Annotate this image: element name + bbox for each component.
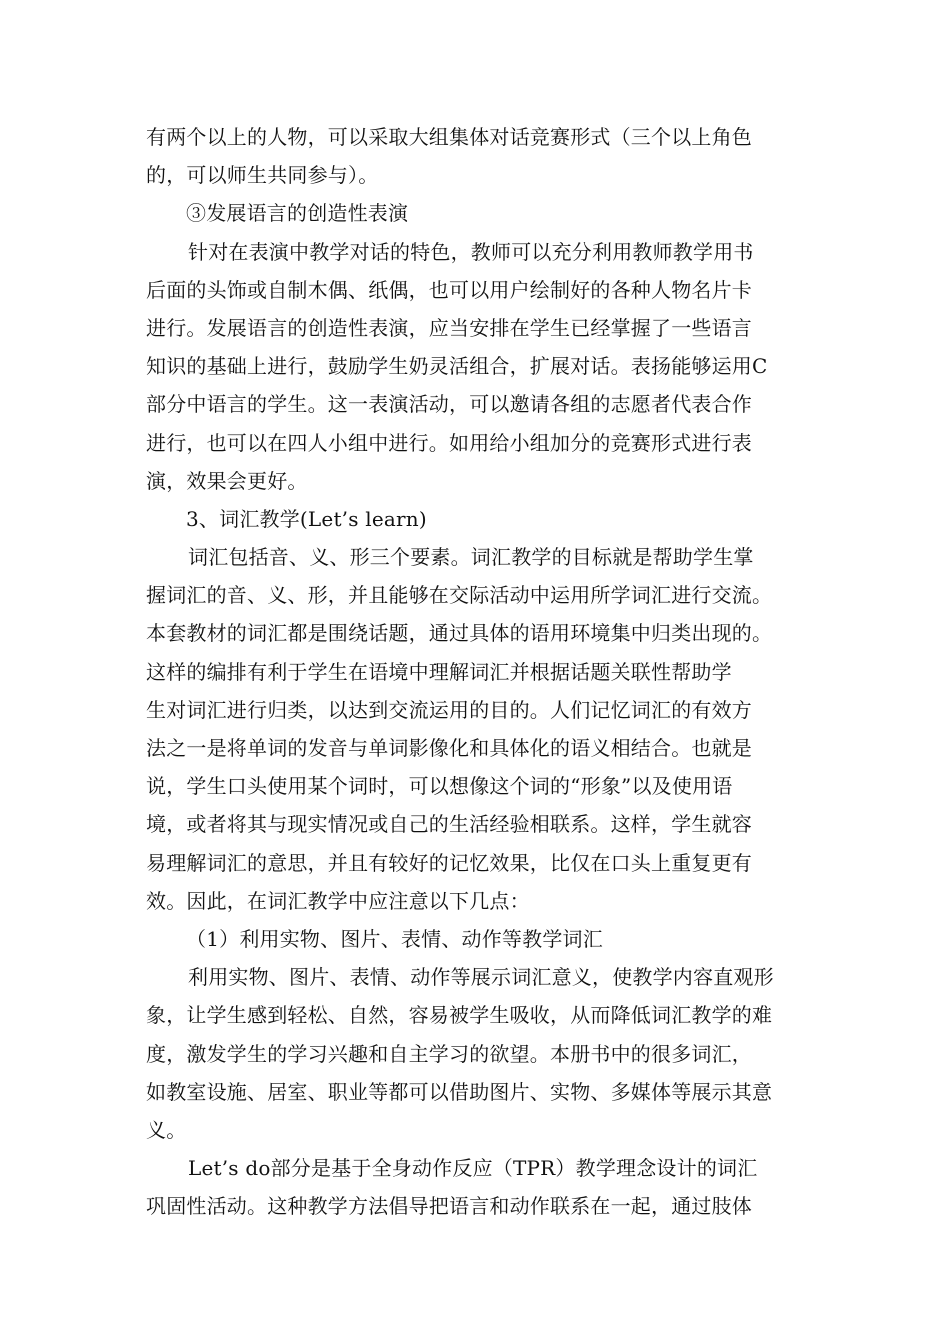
text-line: Let’s do部分是基于全身动作反应（TPR）教学理念设计的词汇 [188, 1156, 758, 1181]
text-line: 义。 [146, 1117, 187, 1142]
text-line: 知识的基础上进行，鼓励学生奶灵活组合，扩展对话。表扬能够运用C [146, 354, 768, 379]
text-line: 后面的头饰或自制木偶、纸偶，也可以用户绘制好的各种人物名片卡 [146, 277, 752, 302]
text-line: 握词汇的音、义、形，并且能够在交际活动中运用所学词汇进行交流。 [146, 583, 773, 608]
text-line: 效。因此，在词汇教学中应注意以下几点： [146, 888, 530, 913]
section-heading: 3、词汇教学(Let’s learn) [186, 506, 427, 531]
text-line: 利用实物、图片、表情、动作等展示词汇意义，使教学内容直观形 [188, 965, 774, 990]
text-line: 进行。发展语言的创造性表演，应当安排在学生已经掌握了一些语言 [146, 315, 752, 340]
text-line: 如教室设施、居室、职业等都可以借助图片、实物、多媒体等展示其意 [146, 1079, 773, 1104]
subheading: （1）利用实物、图片、表情、动作等教学词汇 [186, 926, 603, 951]
text-line: 演，效果会更好。 [146, 468, 308, 493]
text-line: 有两个以上的人物，可以采取大组集体对话竞赛形式（三个以上角色 [146, 125, 752, 149]
text-line: 进行，也可以在四人小组中进行。如用给小组加分的竞赛形式进行表 [146, 430, 752, 455]
text-line: 易理解词汇的意思，并且有较好的记忆效果，比仅在口头上重复更有 [146, 850, 752, 875]
document-body [146, 118, 826, 1225]
text-line: 象，让学生感到轻松、自然，容易被学生吸收，从而降低词汇教学的难 [146, 1003, 773, 1028]
text-line: 境，或者将其与现实情况或自己的生活经验相联系。这样，学生就容 [146, 812, 752, 837]
text-line: 的，可以师生共同参与）。 [146, 163, 379, 188]
text-line: 词汇包括音、义、形三个要素。词汇教学的目标就是帮助学生掌 [188, 545, 754, 570]
text-line: 生对词汇进行归类，以达到交流运用的目的。人们记忆词汇的有效方 [146, 697, 752, 722]
text-line: 本套教材的词汇都是围绕话题，通过具体的语用环境集中归类出现的。 [146, 621, 773, 646]
text-line: 部分中语言的学生。这一表演活动，可以邀请各组的志愿者代表合作 [146, 392, 752, 417]
text-line: 这样的编排有利于学生在语境中理解词汇并根据话题关联性帮助学 [146, 659, 732, 684]
subheading: ③发展语言的创造性表演 [186, 201, 409, 226]
text-line: 巩固性活动。这种教学方法倡导把语言和动作联系在一起，通过肢体 [146, 1194, 752, 1219]
text-line: 针对在表演中教学对话的特色，教师可以充分利用教师教学用书 [188, 239, 754, 264]
text-line: 度，激发学生的学习兴趣和自主学习的欲望。本册书中的很多词汇， [146, 1041, 752, 1066]
text-line: 法之一是将单词的发音与单词影像化和具体化的语义相结合。也就是 [146, 736, 752, 760]
text-line: 说，学生口头使用某个词时，可以想像这个词的“形象”以及使用语 [146, 774, 733, 799]
